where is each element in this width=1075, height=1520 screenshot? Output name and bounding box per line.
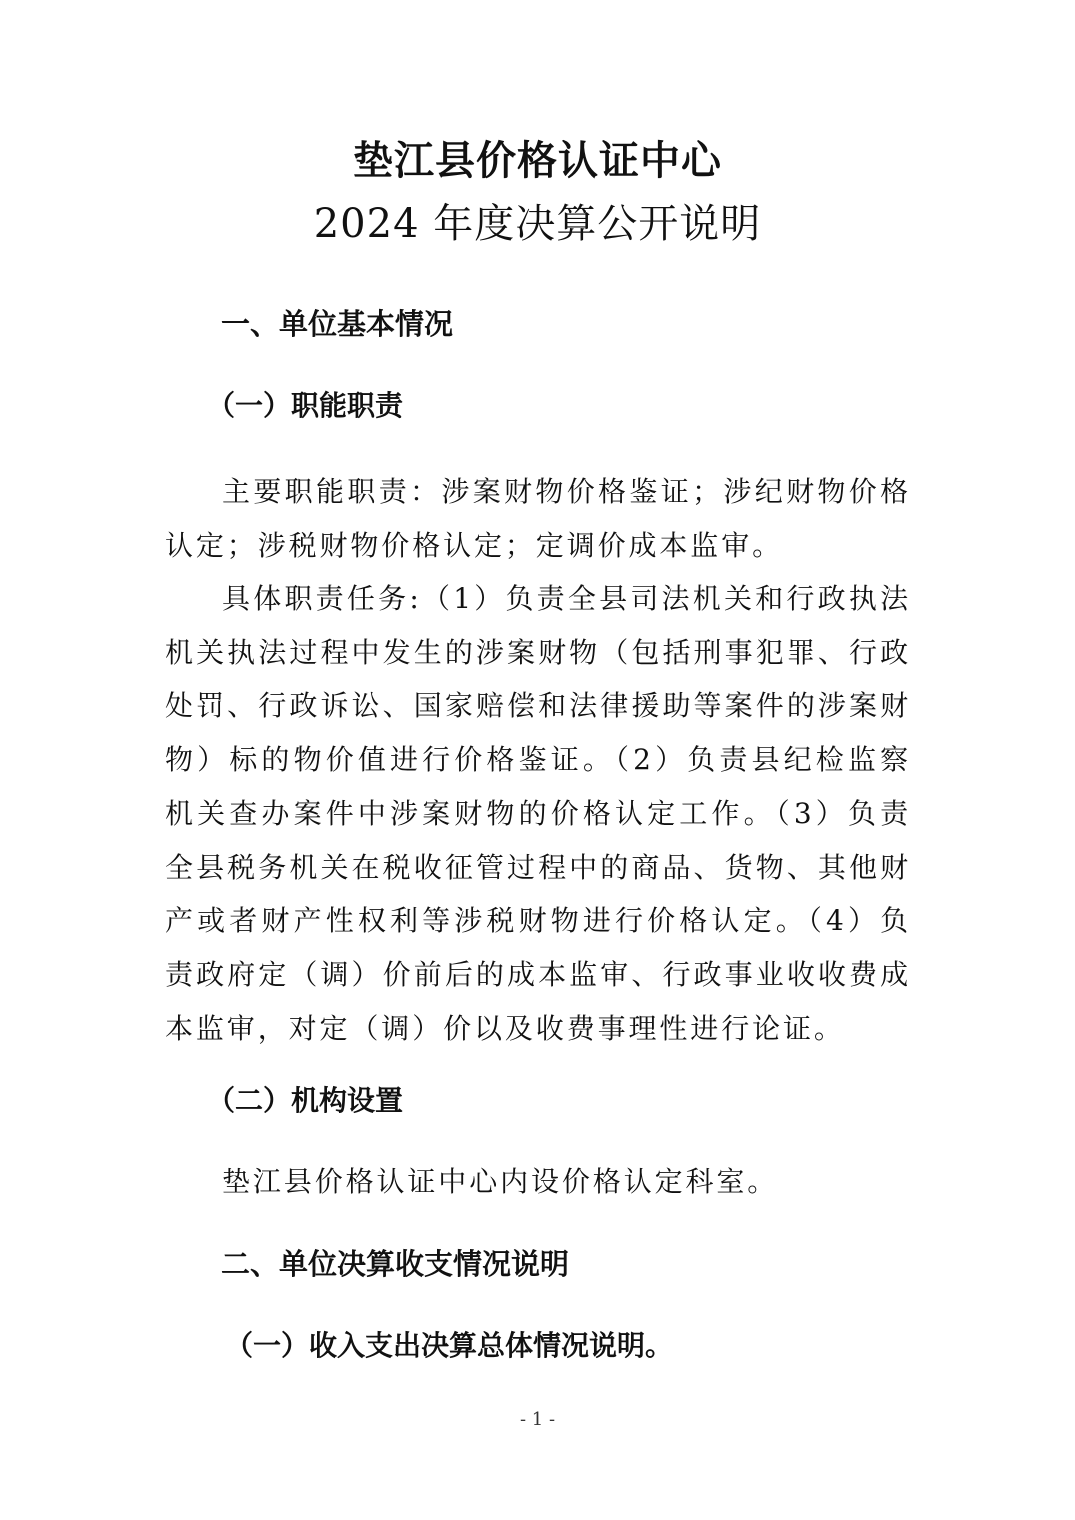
paragraph-main-functions: 主要职能职责：涉案财物价格鉴证；涉纪财物价格认定；涉税财物价格认定；定调价成本监审。 bbox=[165, 475, 911, 562]
section-heading-budget: 二、单位决算收支情况说明 bbox=[221, 1247, 570, 1281]
paragraph-organization: 垫江县价格认证中心内设价格认定科室。 bbox=[222, 1165, 779, 1198]
subsection-heading-income-expense: （一）收入支出决算总体情况说明。 bbox=[225, 1329, 674, 1362]
page-number: - 1 - bbox=[519, 1409, 556, 1430]
paragraph-specific-tasks: 具体职责任务:（1）负责全县司法机关和行政执法机关执法过程中发生的涉案财物（包括刑事犯罪、行政处罚、行政诉讼、国家赔偿和法律援助等案件的涉案财物）标的物价值进行价格鉴证。（2）负责县纪检监察机关查办案件中涉案财物的价格认定工作。（3）负责全县税务机关在税收征管过程中的商品、货物、其他财产或者财产性权利等涉税财物进行价格认定。（4）负责政府定（调）价前后的成本监审、行政事业收收费成本监审，对定（调）价以及收费事理性进行论证。 bbox=[165, 582, 911, 1045]
document-subtitle: 2024 年度决算公开说明 bbox=[313, 201, 762, 247]
section-heading-basic-info: 一、单位基本情况 bbox=[221, 307, 454, 341]
subsection-heading-functions: （一）职能职责 bbox=[207, 389, 404, 422]
subsection-heading-organization: （二）机构设置 bbox=[207, 1084, 404, 1117]
document-title: 垫江县价格认证中心 bbox=[353, 137, 722, 184]
